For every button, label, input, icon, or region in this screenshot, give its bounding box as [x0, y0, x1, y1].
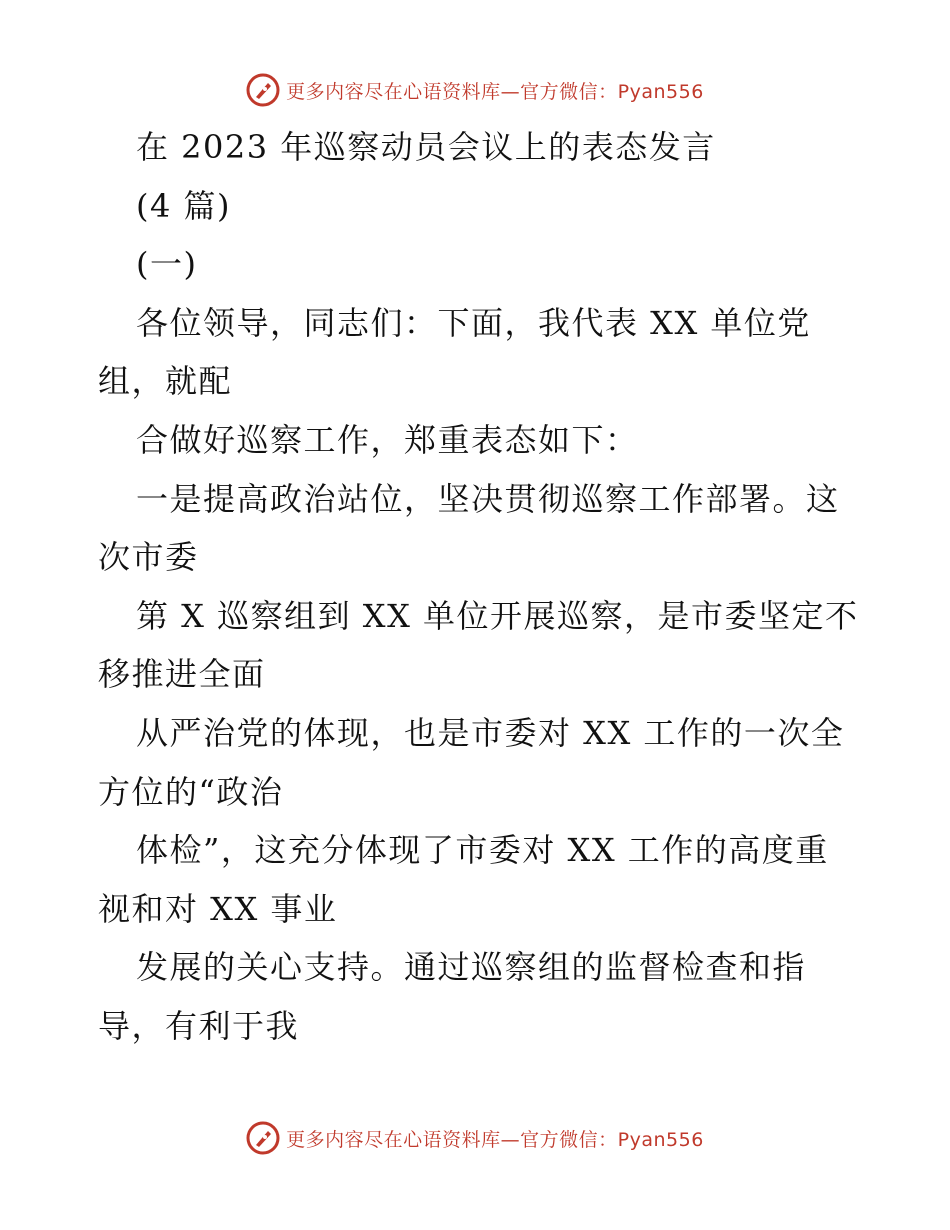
- footer-banner: [0, 1118, 950, 1158]
- paragraph-line: 方位的“政治: [98, 772, 284, 811]
- footer-banner-text: [286, 1125, 704, 1152]
- header-banner-account-id: Pyan556: [617, 80, 704, 103]
- paragraph-line: 组，就配: [98, 362, 233, 401]
- footer-banner-label: 更多内容尽在心语资料库—官方微信：: [286, 1128, 618, 1151]
- header-banner: [0, 70, 950, 110]
- header-banner-text: [286, 77, 704, 104]
- footer-banner-account-id: Pyan556: [617, 1128, 704, 1151]
- section-heading: (一): [136, 245, 198, 284]
- document-body: [98, 118, 868, 1056]
- paragraph-line: 体检”，这充分体现了市委对 XX 工作的高度重: [136, 831, 829, 870]
- paragraph-line: 次市委: [98, 538, 199, 577]
- paragraph-line: 导，有利于我: [98, 1006, 300, 1045]
- paragraph-line: 从严治党的体现，也是市委对 XX 工作的一次全: [136, 713, 845, 752]
- document-title: 在 2023 年巡察动员会议上的表态发言: [136, 128, 716, 166]
- pen-nib-logo-icon: [246, 1121, 280, 1155]
- paragraph-line: 一是提高政治站位，坚决贯彻巡察工作部署。这: [136, 479, 840, 518]
- paragraph-line: 视和对 XX 事业: [98, 889, 338, 928]
- paragraph-line: 各位领导，同志们：下面，我代表 XX 单位党: [136, 303, 811, 342]
- header-banner-label: 更多内容尽在心语资料库—官方微信：: [286, 80, 618, 103]
- paragraph-line: 第 X 巡察组到 XX 单位开展巡察，是市委坚定不: [136, 596, 859, 635]
- paragraph-line: 移推进全面: [98, 655, 266, 694]
- paragraph-line: 合做好巡察工作，郑重表态如下：: [136, 420, 639, 459]
- paragraph-line: 发展的关心支持。通过巡察组的监督检查和指: [136, 948, 807, 987]
- pen-nib-logo-icon: [246, 73, 280, 107]
- document-subtitle: (4 篇): [136, 186, 232, 225]
